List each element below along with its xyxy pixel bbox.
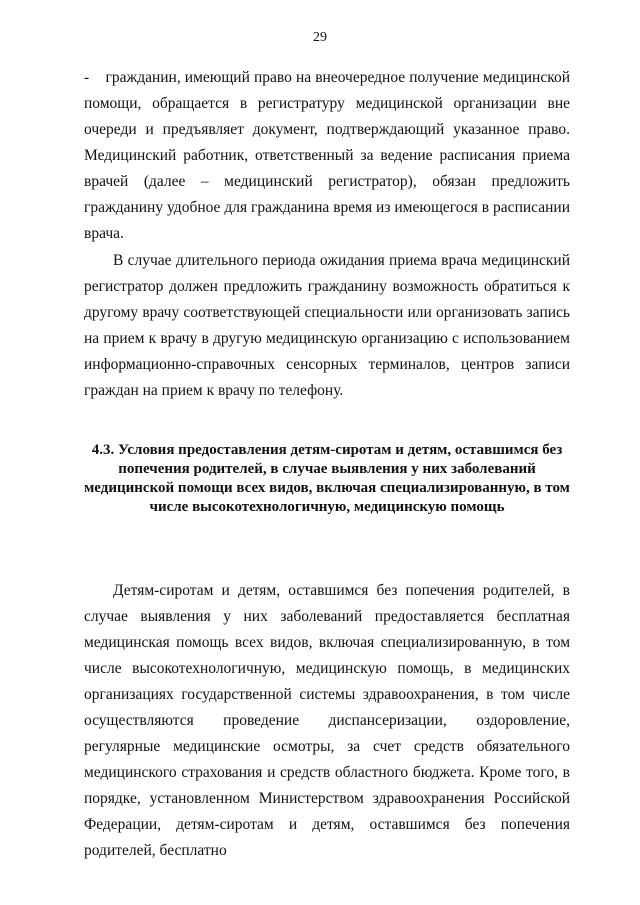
paragraph-orphans: Детям-сиротам и детям, оставшимся без попечения родителей, в случае выявления у них заболеваний предоставляется бесплатная медицинская помощь всех видов, включая специализированную, в том числе высокотехнологичную, медицинскую помощь, в медицинских организациях государственной системы здравоохранения, в том числе осуществляются проведение диспансеризации, оздоровление, регулярные медицинские осмотры, за счет средств обязательного медицинского страхования и средств областного бюджета. Кроме того, в порядке, установленном Министерством здравоохранения Российской Федерации, детям-сиротам и детям, оставшимся без попечения родителей, бесплатно [84,582,570,859]
paragraph-long-waiting: В случае длительного периода ожидания приема врача медицинский регистратор должен предложить гражданину возможность обратиться к другому врачу соответствующей специальности или организовать запись на прием к врачу в другую медицинскую организацию с использованием информационно-справочных сенсорных терминалов, центров записи граждан на прием к врачу по телефону. [84,252,570,399]
paragraph-block-2 [84,248,570,404]
paragraph-privileged-citizen: - гражданин, имеющий право на внеочередное получение медицинской помощи, обращается в регистратуру медицинской организации вне очереди и предъявляет документ, подтверждающий указанное право. Медицинский работник, ответственный за ведение расписания приема врачей (далее – медицинский регистратор), обязан предложить гражданину удобное для гражданина время из имеющегося в расписании врача. [84,69,570,242]
page-number: 29 [313,30,327,45]
section-heading: 4.3. Условия предоставления детям-сиротам и детям, оставшимся без попечения родителей, в случае выявления у них заболеваний медицинской помощи всех видов, включая специализированную, в том числе высокотехнологичную, медицинскую помощь [84,442,570,515]
paragraph-block-1 [84,65,570,247]
paragraph-block-3 [84,578,570,864]
